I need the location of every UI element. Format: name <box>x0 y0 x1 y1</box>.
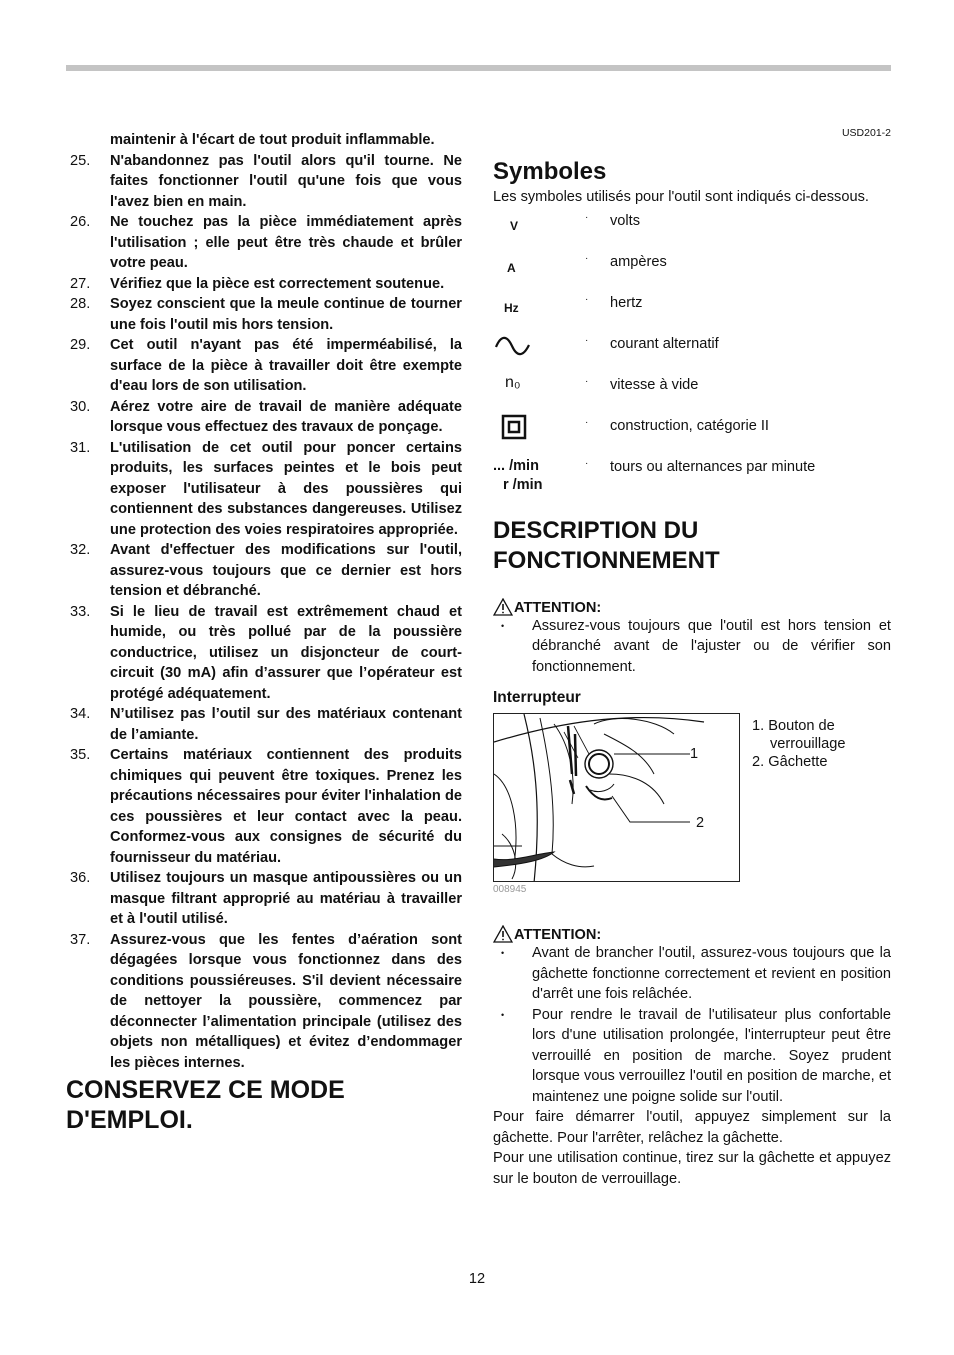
attention-bullet <box>493 616 891 678</box>
symbols-table <box>493 211 891 498</box>
list-item-number: 26. <box>70 214 91 230</box>
list-item-number: 27. <box>70 275 91 292</box>
bullet-text: Pour rendre le travail de l'utilisateur plus confortable lors d'une utilisation prolongée, l'interrupteur peut être verrouillé en position de marche. Soyez prudent lorsque vous verrouillez l'outil en position de marche, et maintenez une poigne solide sur l'outil. <box>532 1006 891 1105</box>
list-item-text: Si le lieu de travail est extrêmement chaud et humide, ou très pollué par de la poussière conductrice, utilisez un disjoncteur de court-circuit (30 mA) afin d’assurer que l’opérateur est protégé adéquatement. <box>110 603 462 702</box>
symbol-label: construction, catégorie II <box>610 417 769 434</box>
figure-legend <box>752 713 845 895</box>
bullet-mark: • <box>501 1009 505 1020</box>
list-item-number: 29. <box>70 337 91 353</box>
figure-code: 008945 <box>493 884 527 895</box>
symbol-label: volts <box>610 212 641 229</box>
ampere-symbol: A <box>507 260 516 275</box>
attention-bullet <box>493 943 891 1005</box>
list-item-text: N'abandonnez pas l'outil alors qu'il tourne. Ne faites fonctionner l'outil qu'une fois que vous l'avez bien en main. <box>110 152 462 210</box>
symbol-row <box>493 457 891 498</box>
callout-2: 2 <box>696 815 705 831</box>
figure-row <box>493 713 891 895</box>
switch-figure <box>493 713 740 882</box>
document-code: USD201-2 <box>841 127 891 139</box>
warning-triangle-icon <box>493 925 513 943</box>
symbol-dot: · <box>585 416 589 428</box>
attention-label: ATTENTION: <box>514 927 602 943</box>
list-item-text: Aérez votre aire de travail de manière adéquate lorsque vous effectuez des travaux de ponçage. <box>110 398 462 435</box>
attention-header <box>493 598 891 616</box>
list-item-text: Ne touchez pas la pièce immédiatement après l'utilisation ; elle peut être très chaude et brûler votre peau. <box>110 214 462 271</box>
list-item <box>66 745 462 868</box>
symbol-row <box>493 293 891 334</box>
list-item-text: L'utilisation de cet outil pour poncer certains produits, les surfaces peintes et le bois peut exposer l'utilisateur à des poussières qui contiennent des substances dangereuses. Utilisez une protection des voies respiratoires appropriée. <box>110 439 462 538</box>
list-item-number: 31. <box>70 439 91 456</box>
list-item-number: 33. <box>70 603 91 620</box>
list-item-text: Certains matériaux contiennent des produits chimiques qui peuvent être toxiques. Prenez les précautions nécessaires pour éviter l'inhalation de ces poussières et leur contact avec la peau. Conformez-vous aux consignes de sécurité du fournisseur du matériau. <box>110 747 462 866</box>
symbol-row <box>493 211 891 252</box>
list-item <box>66 438 462 541</box>
hertz-symbol: Hz <box>504 300 519 315</box>
attention-label: ATTENTION: <box>514 599 602 616</box>
symbol-label: tours ou alternances par minute <box>610 458 816 475</box>
list-item-text: N’utilisez pas l’outil sur des matériaux contenant de l’amiante. <box>110 706 462 743</box>
list-item <box>66 151 462 213</box>
list-item <box>66 274 462 295</box>
symbol-dot: · <box>585 334 589 346</box>
attention-header <box>493 925 891 943</box>
legend-item: 1. Bouton de <box>752 718 835 734</box>
list-item <box>66 130 462 151</box>
left-column <box>66 130 462 1135</box>
list-item-number: 37. <box>70 931 91 948</box>
attention-bullet <box>493 1005 891 1108</box>
list-item-text: Utilisez toujours un masque antipoussières ou un masque filtrant approprié au matériau à travailler et à l'outil utilisé. <box>110 870 462 927</box>
list-item-text: Cet outil n'ayant pas été imperméabilisé, la surface de la pièce à travailler doit être exempte d'eau lors de son utilisation. <box>110 337 462 394</box>
list-item-number: 32. <box>70 542 91 558</box>
no-load-speed-symbol: n₀ <box>505 373 521 391</box>
list-item-text: Avant d'effectuer des modifications sur l'outil, assurez-vous toujours que ce dernier est hors tension et débranché. <box>110 542 462 599</box>
start-instructions: Pour faire démarrer l'outil, appuyez simplement sur la gâchette. Pour l'arrêter, relâchez la gâchette. <box>493 1109 891 1146</box>
symbol-dot: · <box>585 375 589 387</box>
volt-symbol: V <box>510 218 519 233</box>
header-rule <box>66 65 891 71</box>
list-item <box>66 868 462 930</box>
bullet-text: Avant de brancher l'outil, assurez-vous toujours que la gâchette fonctionne correctement et revient en position d'arrêt une fois relâchée. <box>532 945 891 1002</box>
list-item-number: 35. <box>70 747 91 763</box>
symbol-label: ampères <box>610 253 667 270</box>
continuous-instructions: Pour une utilisation continue, tirez sur la gâchette et appuyez sur le bouton de verrouillage. <box>493 1150 891 1187</box>
symbol-dot: · <box>585 457 589 469</box>
symbol-label: hertz <box>610 294 643 311</box>
list-item-text: maintenir à l'écart de tout produit inflammable. <box>110 132 435 148</box>
symbol-row <box>493 416 891 457</box>
list-item-number: 36. <box>70 870 91 886</box>
symbol-dot: · <box>585 252 589 264</box>
keep-manual-heading: CONSERVEZ CE MODE D'EMPLOI. <box>66 1076 345 1134</box>
legend-item: 2. Gâchette <box>752 754 828 770</box>
list-item-number: 25. <box>70 152 91 169</box>
legend-item: verrouillage <box>770 736 846 752</box>
bullet-text: Assurez-vous toujours que l'outil est hors tension et débranché avant de l'ajuster ou de vérifier son fonctionnement. <box>532 617 891 675</box>
list-item <box>66 212 462 274</box>
symbol-row <box>493 252 891 293</box>
list-item <box>66 930 462 1074</box>
ac-wave-icon <box>493 333 533 359</box>
symbol-dot: · <box>585 211 589 223</box>
list-item <box>66 397 462 438</box>
symbol-dot: · <box>585 293 589 305</box>
list-item-text: Soyez conscient que la meule continue de tourner une fois l'outil mis hors tension. <box>110 296 462 333</box>
right-column <box>493 127 891 1189</box>
list-item <box>66 294 462 335</box>
list-item-number: 34. <box>70 706 91 722</box>
bullet-mark: • <box>501 620 505 631</box>
page-number: 12 <box>468 1271 486 1287</box>
list-item-text: Assurez-vous que les fentes d’aération sont dégagées lorsque vous fonctionnez dans des conditions poussiéreuses. S'il devient nécessaire de nettoyer la poussière, commencez par déconnecter l’alimentation principale (utilisez des objets non métalliques) et évitez d’endommager les pièces internes. <box>110 931 462 1071</box>
list-item-number: 28. <box>70 296 91 312</box>
symbol-label: vitesse à vide <box>610 376 699 393</box>
per-minute-symbol: ... /min <box>493 457 539 474</box>
symbol-row <box>493 375 891 416</box>
switch-heading: Interrupteur <box>493 689 581 706</box>
tool-switch-illustration <box>494 714 740 882</box>
list-item <box>66 335 462 397</box>
class-ii-icon <box>501 414 527 440</box>
list-item-number: 30. <box>70 398 91 415</box>
rpm-symbol: r /min <box>503 476 543 493</box>
description-heading: DESCRIPTION DU FONCTIONNEMENT <box>493 516 720 574</box>
bullet-mark: • <box>501 948 505 958</box>
symbols-intro: Les symboles utilisés pour l'outil sont indiqués ci-dessous. <box>493 189 869 205</box>
list-item <box>66 602 462 705</box>
symbol-row <box>493 334 891 375</box>
list-item <box>66 540 462 602</box>
list-item-text: Vérifiez que la pièce est correctement soutenue. <box>110 275 445 292</box>
callout-1: 1 <box>690 746 699 762</box>
warning-triangle-icon <box>493 598 513 616</box>
list-item <box>66 704 462 745</box>
symbols-heading: Symboles <box>493 158 607 185</box>
symbol-label: courant alternatif <box>610 335 719 352</box>
